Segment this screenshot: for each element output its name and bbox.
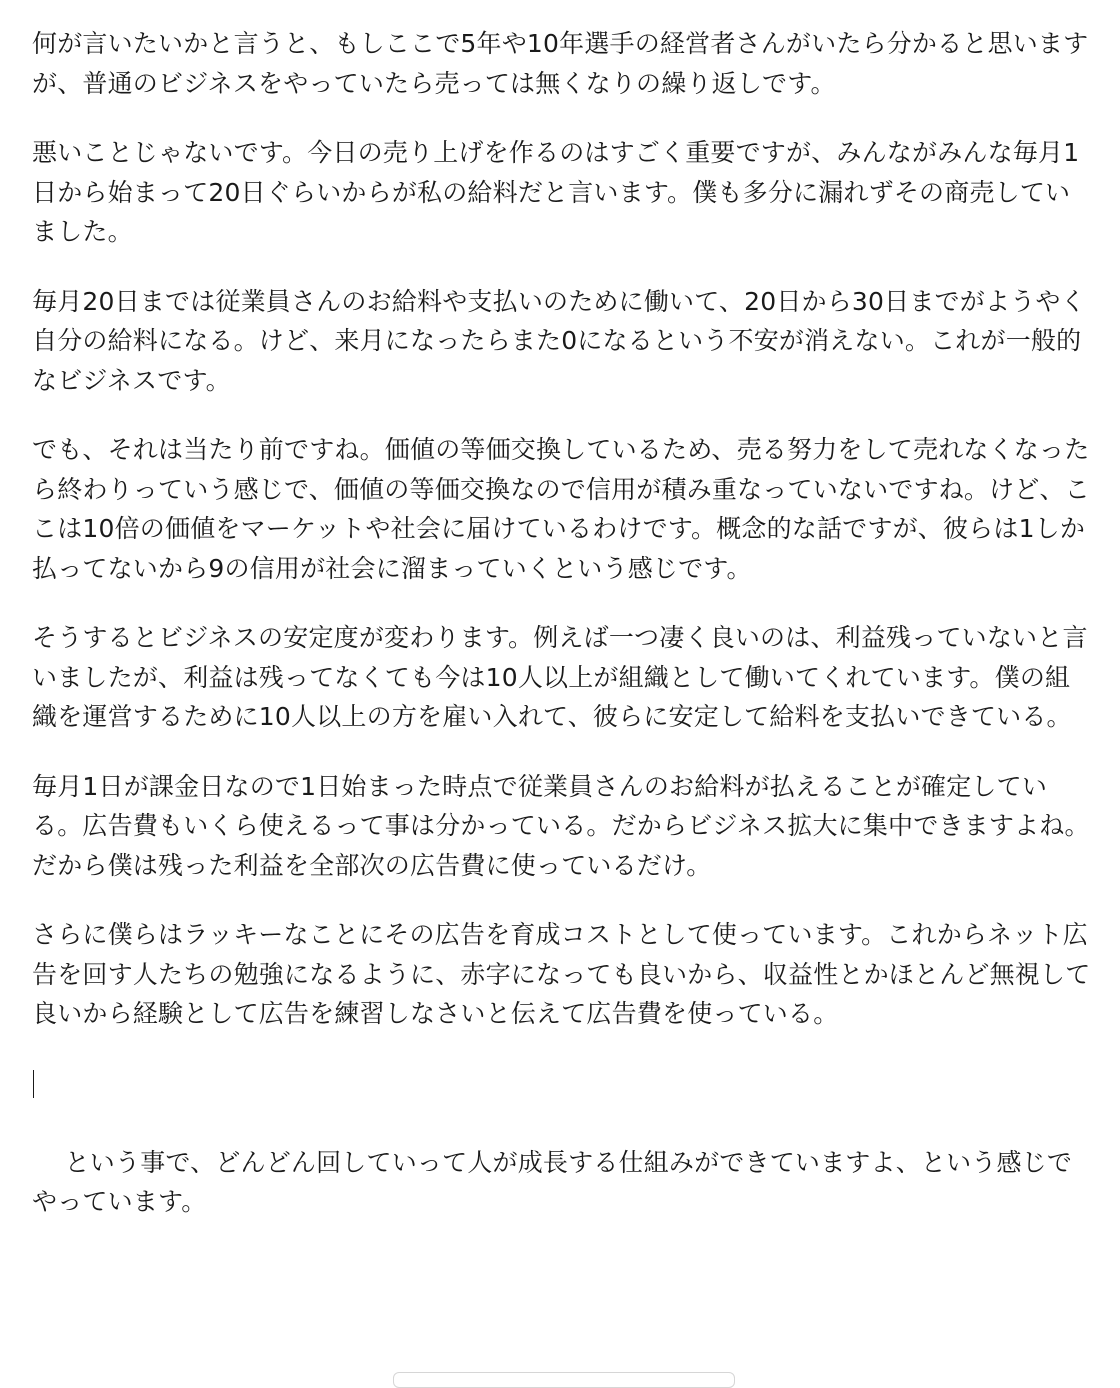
paragraph-3: 毎月20日までは従業員さんのお給料や支払いのために働いて、20日から30日までがようやく自分の給料になる。けど、来月になったらまた0になるという不安が消えない。これが一般的なビジネスです。: [32, 286, 1086, 395]
text-cursor: [33, 1070, 34, 1098]
bottom-panel-edge: [393, 1372, 735, 1388]
paragraph-4: でも、それは当たり前ですね。価値の等価交換しているため、売る努力をして売れなくなったら終わりっていう感じで、価値の等価交換なので信用が積み重なっていないですね。けど、ここは10倍の価値をマーケットや社会に届けているわけです。概念的な話ですが、彼らは1しか払ってないから9の信用が社会に溜まっていくという感じです。: [32, 435, 1090, 583]
document-body[interactable]: [32, 24, 1092, 1261]
paragraph-6: 毎月1日が課金日なので1日始まった時点で従業員さんのお給料が払えることが確定している。広告費もいくら使えるって事は分かっている。だからビジネス拡大に集中できますよね。だから僕は残った利益を全部次の広告費に使っているだけ。: [32, 771, 1090, 880]
paragraph-8-container[interactable]: [32, 1064, 1092, 1262]
paragraph-7: さらに僕らはラッキーなことにその広告を育成コストとして使っています。これからネット広告を回す人たちの勉強になるように、赤字になっても良いから、収益性とかほとんど無視して良いから経験として広告を練習しなさいと伝えて広告費を使っている。: [32, 920, 1091, 1028]
paragraph-5: そうするとビジネスの安定度が変わります。例えば一つ凄く良いのは、利益残っていないと言いましたが、利益は残ってなくても今は10人以上が組織として働いてくれています。僕の組織を運営するために10人以上の方を雇い入れて、彼らに安定して給料を支払いできている。: [32, 623, 1088, 731]
paragraph-2: 悪いことじゃないです。今日の売り上げを作るのはすごく重要ですが、みんながみんな毎月1日から始まって20日ぐらいからが私の給料だと言います。僕も多分に漏れずその商売していました。: [32, 138, 1080, 246]
paragraph-1: 何が言いたいかと言うと、もしここで5年や10年選手の経営者さんがいたら分かると思いますが、普通のビジネスをやっていたら売っては無くなりの繰り返しです。: [32, 29, 1089, 98]
paragraph-8: という事で、どんどん回していって人が成長する仕組みができていますよ、という感じでやっています。: [32, 1147, 1073, 1216]
